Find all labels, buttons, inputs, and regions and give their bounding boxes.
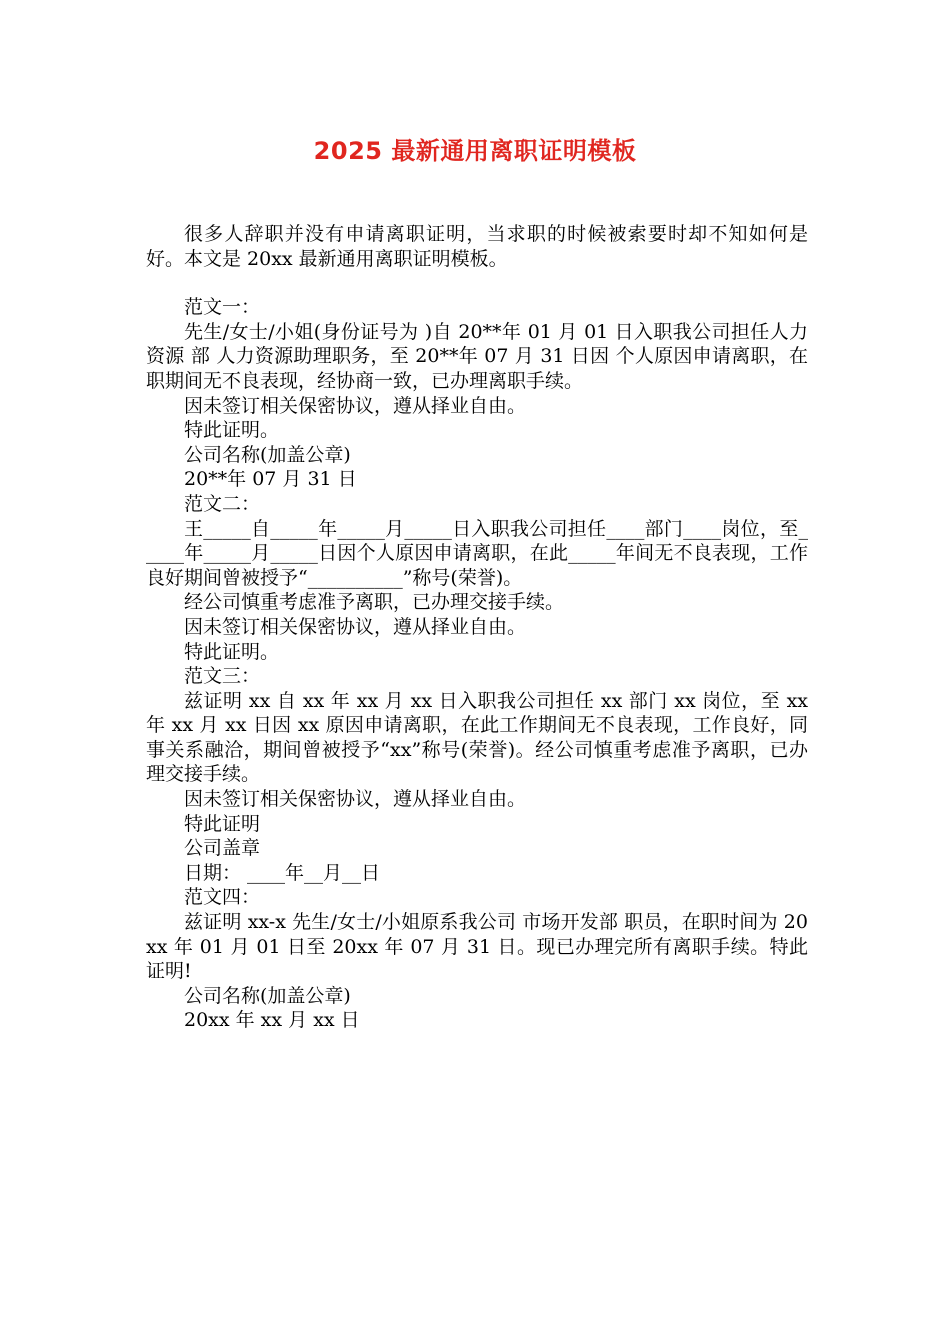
sample2-certify: 特此证明。 [184, 640, 280, 663]
sample1-company: 公司名称(加盖公章) [184, 443, 351, 466]
document-body [146, 222, 808, 1033]
sample1-heading: 范文一： [184, 296, 261, 319]
intro-paragraph: 很多人辞职并没有申请离职证明，当求职的时候被索要时却不知如何是好。本文是 20xx 最新通用离职证明模板。 [146, 223, 808, 270]
sample3-seal: 公司盖章 [184, 837, 261, 860]
sample1-confidentiality: 因未签订相关保密协议，遵从择业自由。 [184, 394, 527, 417]
sample1-date: 20**年 07 月 31 日 [184, 468, 357, 491]
document-title: 2025 最新通用离职证明模板 [313, 137, 637, 165]
sample2-heading: 范文二： [184, 492, 261, 515]
sample1-body: 先生/女士/小姐(身份证号为 )自 20**年 01 月 01 日入职我公司担任人力资源 部 人力资源助理职务，至 20**年 07 月 31 日因 个人原因申请离职，在职期间无不良表现，经协商一致，已办理离职手续。 [146, 320, 808, 392]
sample4-body: 兹证明 xx-x 先生/女士/小姐原系我公司 市场开发部 职员，在职时间为 20xx 年 01 月 01 日至 20xx 年 07 月 31 日。现已办理完所有离职手续。特此证明! [146, 911, 808, 983]
sample2-body: 王_____自_____年_____月_____日入职我公司担任____部门____岗位，至_____年_____月_____日因个人原因申请离职，在此_____年间无不良表现，工作良好期间曾被授予“__________”称号(荣誉)。 [146, 517, 808, 589]
paragraph-gap [146, 271, 808, 295]
sample4-date: 20xx 年 xx 月 xx 日 [184, 1009, 360, 1032]
sample2-approval: 经公司慎重考虑准予离职，已办理交接手续。 [184, 591, 565, 614]
sample1-certify: 特此证明。 [184, 419, 280, 442]
sample3-heading: 范文三： [184, 665, 261, 688]
sample4-heading: 范文四： [184, 886, 261, 909]
sample3-certify: 特此证明 [184, 812, 261, 835]
sample2-confidentiality: 因未签订相关保密协议，遵从择业自由。 [184, 615, 527, 638]
sample3-date: 日期： ____年__月__日 [184, 861, 381, 884]
sample4-company: 公司名称(加盖公章) [184, 984, 351, 1007]
sample3-body: 兹证明 xx 自 xx 年 xx 月 xx 日入职我公司担任 xx 部门 xx 岗位，至 xx 年 xx 月 xx 日因 xx 原因申请离职，在此工作期间无不良表现，工作良好，同事关系融洽，期间曾被授予“xx”称号(荣誉)。经公司慎重考虑准予离职，已办理交接手续。 [146, 689, 808, 786]
sample3-confidentiality: 因未签订相关保密协议，遵从择业自由。 [184, 788, 527, 811]
